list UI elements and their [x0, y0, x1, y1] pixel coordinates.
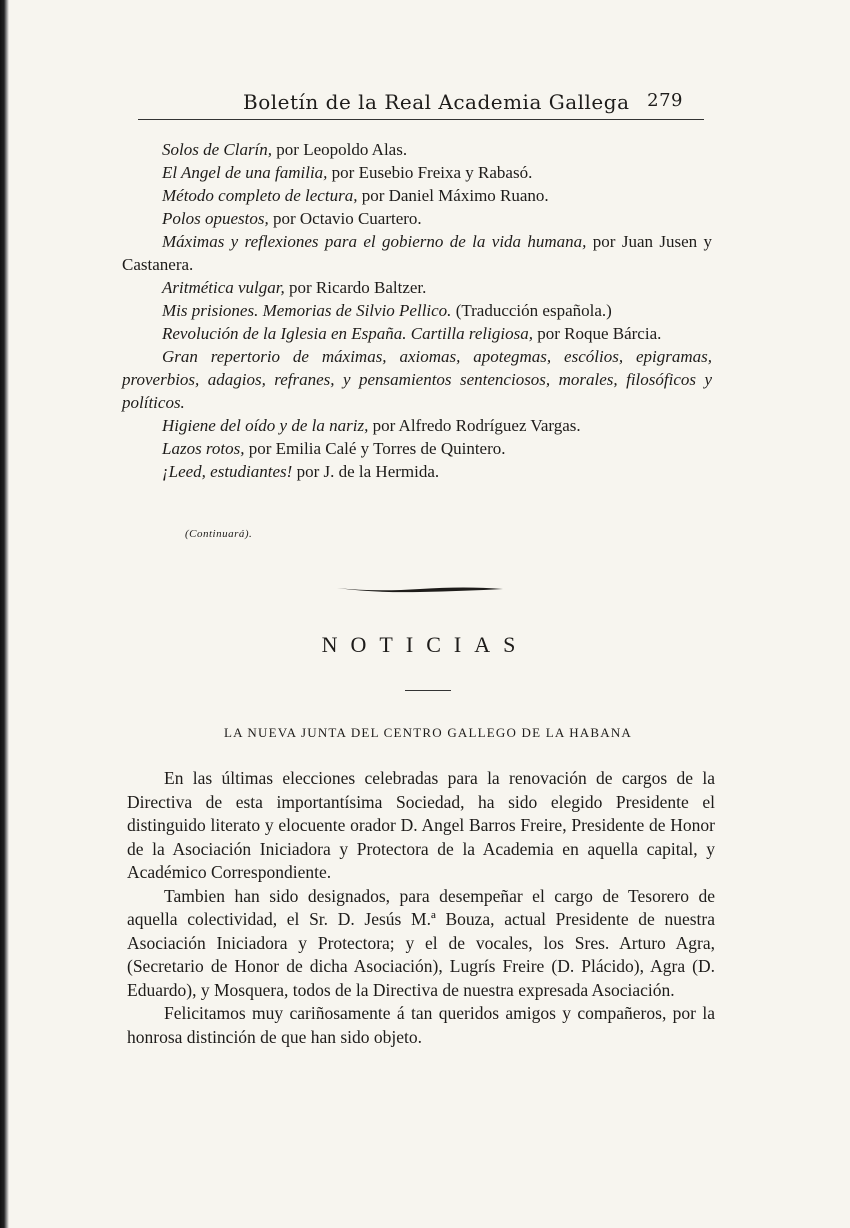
article-body — [127, 767, 715, 1049]
bib-entry — [122, 322, 712, 345]
bib-title: Higiene del oído y de la nariz, — [162, 416, 369, 435]
bib-author: por Alfredo Rodríguez Vargas. — [368, 416, 581, 435]
bib-entry — [122, 414, 712, 437]
bib-entry — [122, 276, 712, 299]
section-title: NOTICIAS — [321, 632, 529, 657]
bib-title: Mis prisiones. Memorias de Silvio Pellico. — [162, 301, 452, 320]
ornament-stroke — [337, 588, 503, 593]
bib-author: por Roque Bárcia. — [532, 324, 662, 343]
running-header — [243, 90, 683, 118]
bib-author: por Emilia Calé y Torres de Quintero. — [244, 439, 506, 458]
bib-title: ¡Leed, estudiantes! — [162, 462, 293, 481]
running-title: Boletín de la Real Academia Gallega — [243, 90, 630, 114]
bib-entry — [122, 345, 712, 414]
bib-author: por Eusebio Freixa y Rabasó. — [327, 163, 533, 182]
bib-entry — [122, 161, 712, 184]
ornament-divider — [335, 580, 505, 596]
bib-title: El Angel de una familia, — [162, 163, 328, 182]
bib-author: por Leopoldo Alas. — [272, 140, 408, 159]
bib-author: por Daniel Máximo Ruano. — [357, 186, 549, 205]
bib-entry — [122, 437, 712, 460]
continuara-note: (Continuará). — [185, 528, 253, 540]
bib-title: Lazos rotos, — [162, 439, 245, 458]
bib-title: Aritmética vulgar, — [162, 278, 285, 297]
book-spine-edge — [0, 0, 9, 1228]
bibliography-list — [122, 138, 712, 483]
bib-entry — [122, 138, 712, 161]
bib-entry — [122, 299, 712, 322]
bib-entry — [122, 230, 712, 276]
article-paragraph: Tambien han sido designados, para desempeñar el cargo de Tesorero de aquella colectividad, el Sr. D. Jesús M.ª Bouza, actual Presidente de nuestra Asociación Iniciadora y Protectora; y el de vocales, los Sres. Arturo Agra, (Secretario de Honor de dicha Asociación), Lugrís Freire (D. Plácido), Agra (D. Eduardo), y Mosquera, todos de la Directiva de nuestra expresada Asociación. — [127, 885, 715, 1000]
bib-entry — [122, 207, 712, 230]
bib-title: Polos opuestos, — [162, 209, 269, 228]
bib-title: Método completo de lectura, — [162, 186, 358, 205]
header-rule — [138, 119, 704, 120]
bib-author: por Octavio Cuartero. — [268, 209, 422, 228]
bib-author: (Traducción española.) — [451, 301, 612, 320]
bib-entry — [122, 184, 712, 207]
bib-author: por Ricardo Baltzer. — [284, 278, 427, 297]
article-heading: LA NUEVA JUNTA DEL CENTRO GALLEGO DE LA HABANA — [223, 725, 633, 740]
page-number: 279 — [647, 90, 683, 111]
bib-title: Gran repertorio de máximas, axiomas, apotegmas, escólios, epigramas, proverbios, adagios, refranes, y pensamientos sentenciosos, morales, filosóficos y políticos. — [122, 347, 712, 412]
article-paragraph: Felicitamos muy cariñosamente á tan queridos amigos y compañeros, por la honrosa distinción de que han sido objeto. — [127, 1003, 715, 1047]
bib-author: por J. de la Hermida. — [292, 462, 440, 481]
article-paragraph: En las últimas elecciones celebradas para la renovación de cargos de la Directiva de esta importantísima Sociedad, ha sido elegido Presidente el distinguido literato y elocuente orador D. Angel Barros Freire, Presidente de Honor de la Asociación Iniciadora y Protectora de la Academia en aquella capital, y Académico Correspondiente. — [127, 768, 715, 882]
title-rule — [405, 690, 451, 691]
bib-entry — [122, 460, 712, 483]
bib-title: Máximas y reflexiones para el gobierno de la vida humana, — [162, 232, 587, 251]
bib-author: por Juan Jusen y Castanera. — [122, 232, 712, 274]
bib-title: Solos de Clarín, — [162, 140, 273, 159]
bib-title: Revolución de la Iglesia en España. Cartilla religiosa, — [162, 324, 533, 343]
